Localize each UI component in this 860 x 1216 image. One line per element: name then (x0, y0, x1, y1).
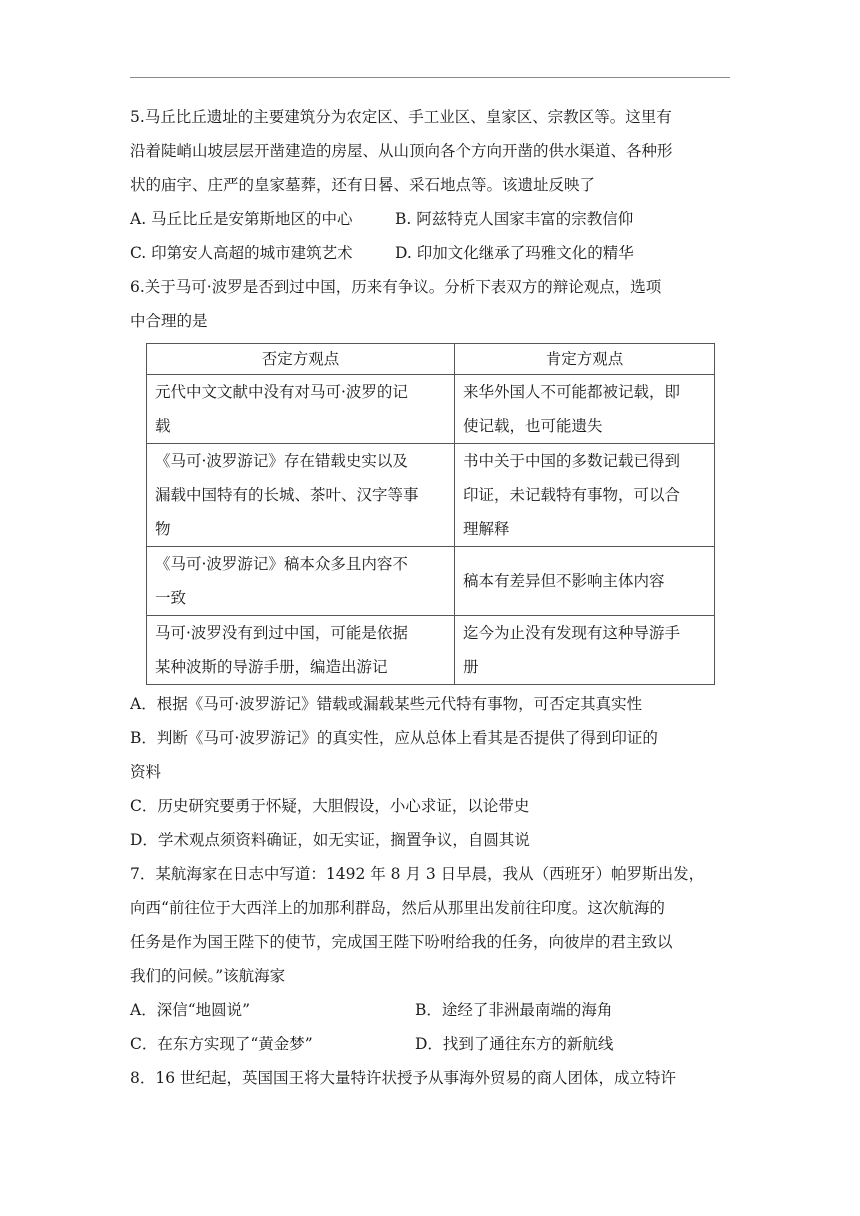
cell-line: 使记载，也可能遗失 (463, 417, 603, 435)
header-negative-view: 否定方观点 (147, 344, 455, 375)
question-7-stem-line: 我们的问候。”该航海家 (130, 967, 286, 985)
cell-line: 一致 (155, 589, 187, 607)
q6-option-b[interactable]: B．判断《马可·波罗游记》的真实性，应从总体上看其是否提供了得到印证的 (130, 729, 658, 747)
cell-line: 马可·波罗没有到过中国，可能是依据 (155, 624, 408, 642)
q7-option-a[interactable]: A．深信“地圆说” (130, 1001, 251, 1019)
q6-option-c[interactable]: C．历史研究要勇于怀疑，大胆假设，小心求证，以论带史 (130, 797, 530, 815)
cell-line: 某种波斯的导游手册，编造出游记 (155, 658, 388, 676)
cell-line: 元代中文文献中没有对马可·波罗的记 (155, 383, 408, 401)
cell-line: 《马可·波罗游记》存在错载史实以及 (155, 452, 408, 470)
question-8 (130, 1061, 740, 1095)
table-row (147, 616, 715, 685)
question-5-stem-line: 状的庙宇、庄严的皇家墓葬，还有日晷、采石地点等。该遗址反映了 (130, 176, 596, 194)
question-5-options-row (130, 236, 740, 270)
question-6-stem-line: 中合理的是 (130, 312, 208, 330)
question-6 (130, 270, 740, 857)
negative-view-cell (147, 616, 455, 685)
negative-view-cell (147, 444, 455, 547)
header-rule (130, 77, 730, 78)
q6-option-d[interactable]: D．学术观点须资料确证，如无实证，搁置争议，自圆其说 (130, 831, 530, 849)
q6-option-b-continued[interactable]: 资料 (130, 763, 162, 781)
positive-view-cell (455, 444, 715, 547)
cell-line: 《马可·波罗游记》稿本众多且内容不 (155, 555, 408, 573)
question-5-stem-line: 沿着陡峭山坡层层开凿建造的房屋、从山顶向各个方向开凿的供水渠道、各种形 (130, 142, 673, 160)
q5-option-b[interactable]: B. 阿兹特克人国家丰富的宗教信仰 (395, 210, 634, 228)
question-5 (130, 100, 740, 270)
negative-view-cell (147, 547, 455, 616)
table-row (147, 547, 715, 616)
question-7-options-row (130, 1027, 740, 1061)
question-8-stem-line: 8．16 世纪起，英国国王将大量特许状授予从事海外贸易的商人团体，成立特许 (130, 1069, 677, 1087)
question-5-options-row (130, 202, 740, 236)
question-7-stem-line: 7．某航海家在日志中写道：1492 年 8 月 3 日早晨，我从（西班牙）帕罗斯出发， (130, 865, 705, 883)
question-7 (130, 857, 740, 1061)
q5-option-d[interactable]: D. 印加文化继承了玛雅文化的精华 (395, 244, 634, 262)
cell-line: 迄今为止没有发现有这种导游手 (463, 624, 681, 642)
cell-line: 书中关于中国的多数记载已得到 (463, 452, 681, 470)
cell-line: 物 (155, 520, 171, 538)
question-7-options-row (130, 993, 740, 1027)
cell-line: 来华外国人不可能都被记载，即 (463, 383, 681, 401)
question-7-stem-line: 向西“前往位于大西洋上的加那利群岛，然后从那里出发前往印度。这次航海的 (130, 899, 665, 917)
positive-view-cell (455, 375, 715, 444)
positive-view-cell (455, 547, 715, 616)
table-row (147, 375, 715, 444)
question-5-stem-line: 5.马丘比丘遗址的主要建筑分为农定区、手工业区、皇家区、宗教区等。这里有 (130, 108, 672, 126)
cell-line: 印证，未记载特有事物，可以合 (463, 486, 681, 504)
page-content (130, 100, 740, 1095)
debate-table (146, 343, 715, 685)
cell-line: 稿本有差异但不影响主体内容 (463, 572, 665, 590)
cell-line: 理解释 (463, 520, 510, 538)
header-positive-view: 肯定方观点 (455, 344, 715, 375)
question-6-stem-line: 6.关于马可·波罗是否到过中国，历来有争议。分析下表双方的辩论观点，选项 (130, 278, 662, 296)
q7-option-d[interactable]: D．找到了通往东方的新航线 (415, 1035, 614, 1053)
question-7-stem-line: 任务是作为国王陛下的使节，完成国王陛下吩咐给我的任务，向彼岸的君主致以 (130, 933, 673, 951)
cell-line: 册 (463, 658, 479, 676)
q7-option-b[interactable]: B．途经了非洲最南端的海角 (415, 1001, 613, 1019)
debate-table-header (147, 344, 715, 375)
q6-option-a[interactable]: A．根据《马可·波罗游记》错载或漏载某些元代特有事物，可否定其真实性 (130, 695, 643, 713)
table-row (147, 444, 715, 547)
q5-option-a[interactable]: A. 马丘比丘是安第斯地区的中心 (130, 210, 353, 228)
q7-option-c[interactable]: C．在东方实现了“黄金梦” (130, 1035, 313, 1053)
q5-option-c[interactable]: C. 印第安人高超的城市建筑艺术 (130, 244, 353, 262)
cell-line: 载 (155, 417, 171, 435)
negative-view-cell (147, 375, 455, 444)
cell-line: 漏载中国特有的长城、茶叶、汉字等事 (155, 486, 419, 504)
positive-view-cell (455, 616, 715, 685)
